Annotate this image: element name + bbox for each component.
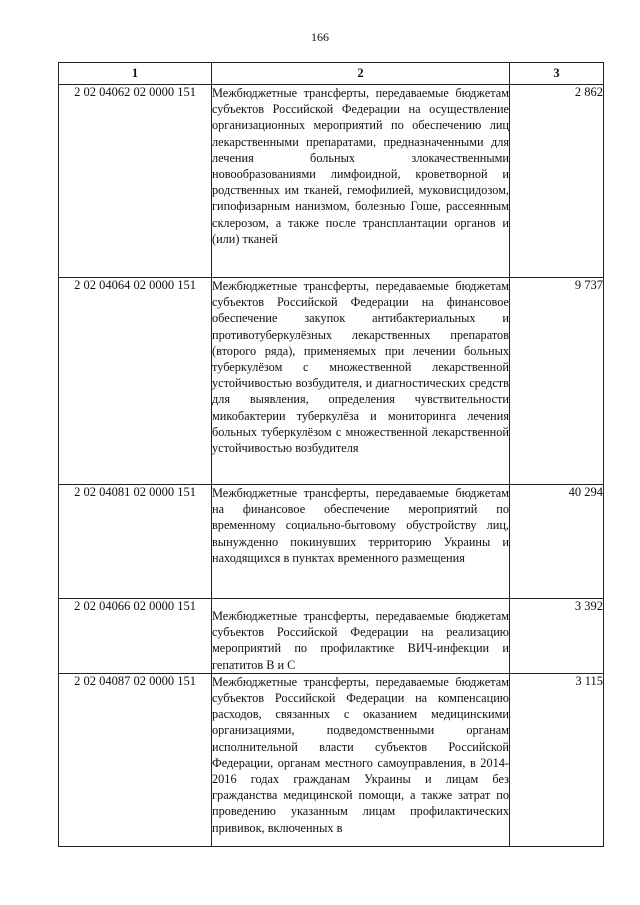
table-row (59, 673, 604, 846)
table-header-row (59, 63, 604, 85)
table-row (59, 485, 604, 599)
transfer-description: Межбюджетные трансферты, передаваемые бюджетам субъектов Российской Федерации на реализацию мероприятий по профилактике ВИЧ-инфекции и гепатитов В и С (212, 599, 510, 674)
table-row (59, 599, 604, 674)
transfer-description: Межбюджетные трансферты, передаваемые бюджетам субъектов Российской Федерации на компенсацию расходов, связанных с оказанием медицинскими организациями, подведомственными органам исполнительной власти субъектов Российской Федерации, органам местного самоуправления, в 2014-2016 годах гражданам Украины и лицам без гражданства медицинской помощи, а также затрат по проведению указанным лицам профилактических прививок, включенных в (212, 673, 510, 846)
budget-code: 2 02 04081 02 0000 151 (59, 485, 212, 599)
budget-code: 2 02 04062 02 0000 151 (59, 85, 212, 278)
transfer-description: Межбюджетные трансферты, передаваемые бюджетам субъектов Российской Федерации на финансовое обеспечение закупок антибактериальных и противотуберкулёзных лекарственных препаратов (второго ряда), применяемых при лечении больных туберкулёзом с множественной лекарственной устойчивостью возбудителя, и диагностических средств для выявления, определения чувствительности микобактерии туберкулёза и мониторинга лечения больных туберкулёзом с множественной лекарственной устойчивостью возбудителя (212, 278, 510, 485)
amount: 3 392 (510, 599, 604, 674)
column-header-amount: 3 (510, 63, 604, 85)
amount: 2 862 (510, 85, 604, 278)
budget-table (58, 62, 604, 847)
amount: 9 737 (510, 278, 604, 485)
column-header-code: 1 (59, 63, 212, 85)
amount: 3 115 (510, 673, 604, 846)
transfer-description: Межбюджетные трансферты, передаваемые бюджетам на финансовое обеспечение мероприятий по временному социально-бытовому обустройству лиц, вынужденно покинувших территорию Украины и находящихся в пунктах временного размещения (212, 485, 510, 599)
page-number: 166 (311, 30, 329, 44)
table-row (59, 85, 604, 278)
table-row (59, 278, 604, 485)
budget-code: 2 02 04064 02 0000 151 (59, 278, 212, 485)
budget-code: 2 02 04066 02 0000 151 (59, 599, 212, 674)
transfer-description: Межбюджетные трансферты, передаваемые бюджетам субъектов Российской Федерации на осуществление организационных мероприятий по обеспечению лиц лекарственными препаратами, предназначенными для лечения больных злокачественными новообразованиями лимфоидной, кроветворной и родственных им тканей, гемофилией, муковисцидозом, гипофизарным нанизмом, болезнью Гоше, рассеянным склерозом, а также после трансплантации органов и (или) тканей (212, 85, 510, 278)
budget-code: 2 02 04087 02 0000 151 (59, 673, 212, 846)
amount: 40 294 (510, 485, 604, 599)
column-header-description: 2 (212, 63, 510, 85)
